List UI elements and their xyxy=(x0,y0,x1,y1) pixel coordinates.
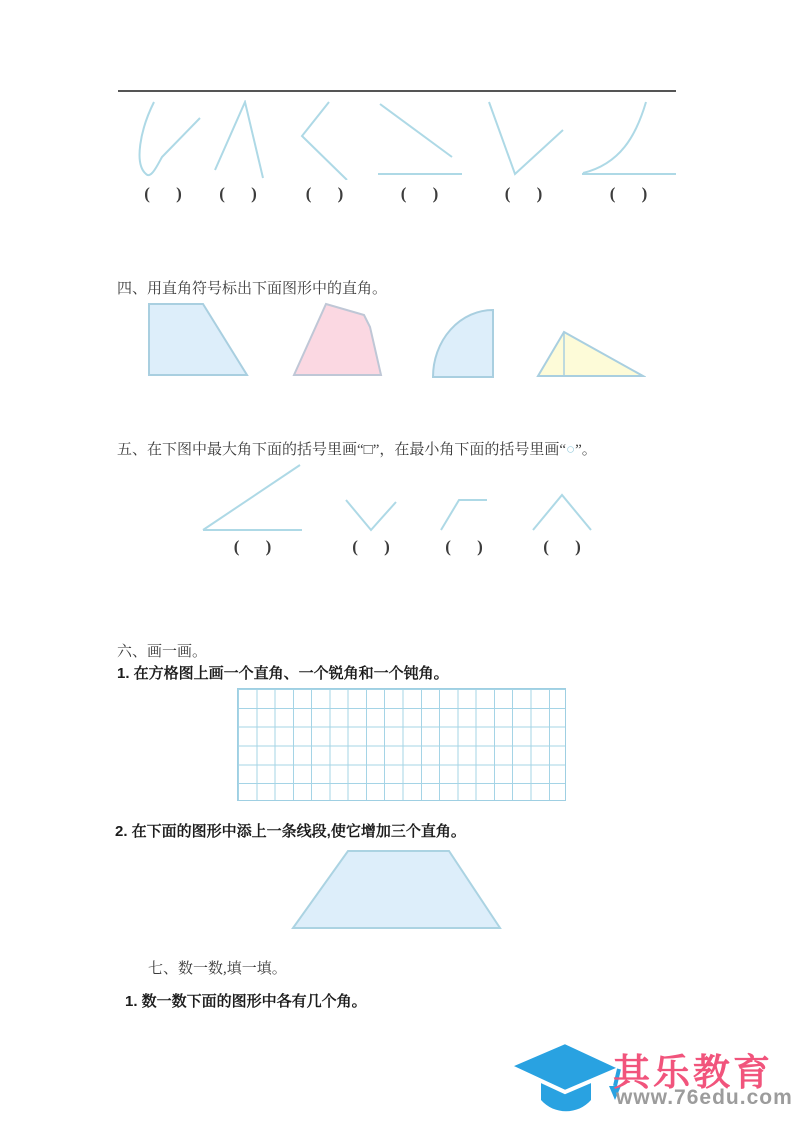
angle-figure-5 xyxy=(481,100,566,204)
angle-figure-4 xyxy=(376,100,463,204)
v-angle-icon xyxy=(343,496,399,533)
quadrilateral-pink xyxy=(290,300,385,378)
acute-angle-icon xyxy=(200,461,305,533)
answer-brackets: ( ) xyxy=(352,537,390,556)
section-six-title: 六、画一画。 xyxy=(117,644,208,660)
top-divider xyxy=(118,90,676,92)
drawing-grid xyxy=(237,688,566,801)
compare-angle-1 xyxy=(200,461,305,557)
section-seven-title: 七、数一数,填一填。 xyxy=(148,961,287,977)
answer-brackets: ( ) xyxy=(400,184,439,203)
compare-angle-2 xyxy=(343,496,399,557)
answer-brackets: ( ) xyxy=(305,184,344,203)
wide-inverted-v-angle-icon xyxy=(530,492,594,533)
separated-lines-icon xyxy=(376,100,463,180)
answer-brackets: ( ) xyxy=(144,184,182,203)
obtuse-angle-icon xyxy=(438,496,490,533)
circle-symbol: ○ xyxy=(566,442,576,458)
triangle-with-altitude-yellow xyxy=(536,329,646,379)
v-angle-icon xyxy=(481,100,566,180)
trapezoid-blue xyxy=(291,849,503,931)
angle-figure-6 xyxy=(578,100,679,204)
answer-brackets: ( ) xyxy=(504,184,543,203)
inverted-v-angle-icon xyxy=(209,100,267,180)
compare-angle-3 xyxy=(438,496,490,557)
curve-with-baseline-icon xyxy=(578,100,679,180)
right-trapezoid-blue xyxy=(147,302,249,378)
answer-brackets: ( ) xyxy=(219,184,257,203)
graduation-cap-icon xyxy=(503,1036,628,1118)
section-five-title-part1: 五、在下图中最大角下面的括号里画“□”，在最小角下面的括号里画“ xyxy=(117,442,567,458)
section-five-title-part2: ”。 xyxy=(575,442,597,458)
angle-figure-3 xyxy=(296,100,353,204)
compare-angle-4 xyxy=(530,492,594,557)
section-five-title xyxy=(117,438,597,459)
answer-brackets: ( ) xyxy=(543,537,581,556)
curved-v-figure-icon xyxy=(124,100,202,180)
brand-name: 其乐教育 xyxy=(613,1052,773,1093)
left-opening-angle-icon xyxy=(296,100,353,180)
section-six-item2: 2. 在下面的图形中添上一条线段,使它增加三个直角。 xyxy=(115,823,466,840)
section-seven-item1: 1. 数一数下面的图形中各有几个角。 xyxy=(125,993,367,1010)
quarter-circle-blue xyxy=(430,306,497,380)
website-url: www.76edu.com xyxy=(616,1086,793,1109)
answer-brackets: ( ) xyxy=(233,537,272,556)
answer-brackets: ( ) xyxy=(609,184,648,203)
angle-figure-1 xyxy=(124,100,202,204)
section-four-title: 四、用直角符号标出下面图形中的直角。 xyxy=(117,281,388,297)
angle-figure-2 xyxy=(209,100,267,204)
section-six-item1: 1. 在方格图上画一个直角、一个锐角和一个钝角。 xyxy=(117,665,449,682)
answer-brackets: ( ) xyxy=(445,537,483,556)
